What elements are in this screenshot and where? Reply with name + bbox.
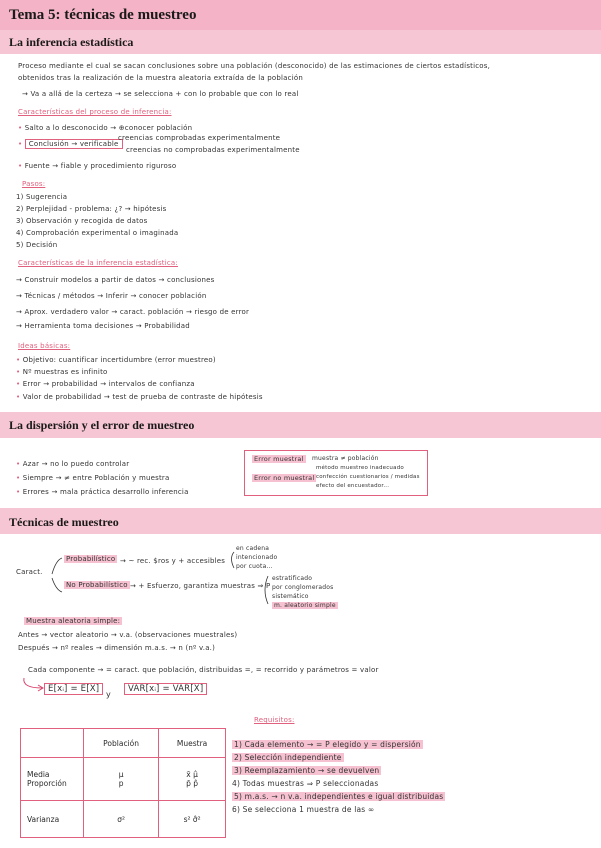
car-item-1: • Salto a lo desconocido → ⊕conocer población — [18, 124, 193, 132]
prob-list-item: intencionado — [236, 554, 278, 561]
table-cell-pob-varianza: σ² — [84, 801, 159, 838]
error-no-muestral-item: confección cuestionarios / medidas — [316, 474, 420, 480]
parameter-table — [20, 728, 226, 838]
idea-item: • Valor de probabilidad → test de prueba de contraste de hipótesis — [16, 393, 263, 401]
car-item-2a: creencias comprobadas experimentalmente — [118, 134, 281, 142]
idea-item: • Nº muestras es infinito — [16, 368, 108, 376]
car-inf-item: → Herramienta toma decisiones → Probabilidad — [16, 322, 190, 330]
antes-line: Antes → vector aleatorio → v.a. (observaciones muestrales) — [18, 631, 238, 639]
disp-item: • Siempre → ≠ entre Población y muestra — [16, 474, 170, 482]
table-header-poblacion: Población — [84, 729, 159, 758]
idea-item: • Objetivo: cuantificar incertidumbre (error muestreo) — [16, 356, 216, 364]
probabilistico-desc: → ~ rec. $ros y + accesibles — [120, 557, 226, 565]
pasos-title: Pasos: — [22, 180, 46, 188]
caract-label: Caract. — [16, 568, 43, 576]
requisito-item: 1) Cada elemento → = P elegido y = dispersión — [234, 740, 421, 749]
disp-item: • Azar → no lo puedo controlar — [16, 460, 130, 468]
table-row-label-varianza: Varianza — [21, 801, 84, 838]
disp-item: • Errores → mala práctica desarrollo inferencia — [16, 488, 189, 496]
intro-line-1: Proceso mediante el cual se sacan conclusiones sobre una población (desconocido) de las estimaciones de ciertos estadísticos, — [18, 62, 491, 70]
noprob-list-item: sistemático — [272, 593, 309, 600]
paso-item: 4) Comprobación experimental o imaginada — [16, 229, 179, 237]
esperanza-formula: E[xᵢ] = E[X] — [44, 684, 103, 694]
car-inf-item: → Construir modelos a partir de datos → conclusiones — [16, 276, 215, 284]
page-title: Tema 5: técnicas de muestreo — [9, 7, 197, 23]
requisito-item: 2) Selección independiente — [234, 753, 342, 762]
ideas-title: Ideas básicas: — [18, 342, 71, 350]
paso-item: 3) Observación y recogida de datos — [16, 217, 148, 225]
probabilistico-label: Probabilístico — [66, 555, 116, 563]
prob-list-item: en cadena — [236, 545, 270, 552]
intro-line-3: → Va a allá de la certeza → se selecciona + con lo probable que con lo real — [22, 90, 299, 98]
table-cell-mue-media: x̄ μ̂ p̄ p̂ — [159, 758, 226, 801]
intro-line-2: obtenidos tras la realización de la muestra aleatoria extraída de la población — [18, 74, 303, 82]
cada-line: Cada componente → = caract. que población, distribuidas =, = recorrido y parámetros = valor — [28, 666, 379, 674]
section-title-dispersion: La dispersión y el error de muestreo — [9, 418, 195, 432]
section-title-inferencia: La inferencia estadística — [9, 35, 134, 49]
y-connector: y — [106, 690, 111, 699]
no-probabilistico-label: No Probabilístico — [66, 581, 128, 589]
mas-title: Muestra aleatoria simple: — [26, 617, 121, 625]
car-item-2b: creencias no comprobadas experimentalmente — [126, 146, 300, 154]
paso-item: 5) Decisión — [16, 241, 58, 249]
noprob-list-item: por conglomerados — [272, 584, 334, 591]
error-muestral-desc: muestra ≠ población — [312, 455, 379, 462]
table-header-muestra: Muestra — [159, 729, 226, 758]
car-inf-item: → Aprox. verdadero valor → caract. población → riesgo de error — [16, 308, 250, 316]
car-item-2: • Conclusión → verificable — [18, 140, 123, 148]
requisito-item: 3) Reemplazamiento → se devuelven — [234, 766, 380, 775]
error-no-muestral-item: efecto del encuestador... — [316, 483, 390, 489]
despues-line: Después → nº reales → dimensión m.a.s. → n (nº v.a.) — [18, 644, 216, 652]
section-title-tecnicas: Técnicas de muestreo — [9, 515, 119, 529]
car-inf-item: → Técnicas / métodos → Inferir → conocer población — [16, 292, 207, 300]
requisito-item: 6) Se selecciona 1 muestra de las ∞ — [232, 805, 375, 814]
table-cell-pob-media: μ p — [84, 758, 159, 801]
table-row-label-media: Media Proporción — [21, 758, 84, 801]
requisito-item: 4) Todas muestras ⇒ P seleccionadas — [232, 779, 379, 788]
no-probabilistico-desc: → + Esfuerzo, garantiza muestras ⇒ P — [130, 582, 271, 590]
paso-item: 2) Perplejidad - problema: ¿? → hipótesis — [16, 205, 167, 213]
requisitos-title: Requisitos: — [254, 716, 295, 724]
noprob-list-item: m. aleatorio simple — [274, 602, 336, 609]
error-no-muestral-label: Error no muestral — [254, 474, 315, 482]
error-no-muestral-item: método muestreo inadecuado — [316, 465, 404, 471]
paso-item: 1) Sugerencia — [16, 193, 68, 201]
car-title: Características del proceso de inferencia: — [18, 108, 172, 116]
error-muestral-label: Error muestral — [254, 455, 304, 463]
prob-list-item: por cuota... — [236, 563, 273, 570]
car-item-3: • Fuente → fiable y procedimiento riguroso — [18, 162, 177, 170]
idea-item: • Error → probabilidad → intervalos de confianza — [16, 380, 195, 388]
table-corner — [21, 729, 84, 758]
table-cell-mue-varianza: s² σ̂² — [159, 801, 226, 838]
varianza-formula: VAR[xᵢ] = VAR[X] — [124, 684, 207, 694]
noprob-list-item: estratificado — [272, 575, 313, 582]
car-inf-title: Características de la inferencia estadística: — [18, 259, 178, 267]
requisito-item: 5) m.a.s. → n v.a. independientes e igual distribuidas — [234, 792, 444, 801]
